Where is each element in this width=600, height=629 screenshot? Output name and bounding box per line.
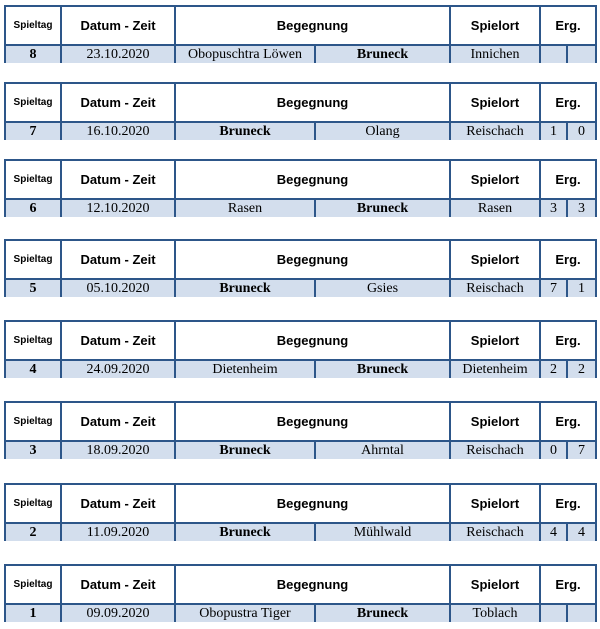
header-erg: Erg. (555, 496, 581, 511)
match-table-6 (4, 483, 597, 541)
venue-value: Reischach (451, 442, 541, 459)
header-erg: Erg. (555, 333, 581, 348)
table-row (6, 121, 595, 140)
header-datum: Datum - Zeit (62, 403, 176, 440)
home-team: Bruneck (176, 524, 316, 541)
table-row (6, 44, 595, 63)
header-datum: Datum - Zeit (62, 7, 176, 44)
header-begegnung: Begegnung (176, 403, 451, 440)
header-spieltag: Spieltag (6, 161, 62, 198)
header-spieltag: Spieltag (6, 241, 62, 278)
header-datum: Datum - Zeit (62, 241, 176, 278)
venue-value: Reischach (451, 524, 541, 541)
score-home: 4 (541, 524, 568, 541)
spieltag-value: 7 (6, 123, 62, 140)
match-table-5 (4, 401, 597, 459)
header-spieltag: Spieltag (6, 322, 62, 359)
home-team: Obopustra Tiger (176, 605, 316, 622)
spieltag-value: 8 (6, 46, 62, 63)
score-home: 0 (541, 442, 568, 459)
header-begegnung: Begegnung (176, 241, 451, 278)
header-begegnung: Begegnung (176, 161, 451, 198)
header-spielort: Spielort (451, 241, 541, 278)
away-team: Olang (316, 123, 451, 140)
table-row (6, 440, 595, 459)
header-begegnung: Begegnung (176, 485, 451, 522)
date-value: 11.09.2020 (62, 524, 176, 541)
date-value: 23.10.2020 (62, 46, 176, 63)
home-team: Obopuschtra Löwen (176, 46, 316, 63)
match-table-3 (4, 239, 597, 297)
header-begegnung: Begegnung (176, 322, 451, 359)
table-row (6, 278, 595, 297)
away-team: Ahrntal (316, 442, 451, 459)
score-home: 7 (541, 280, 568, 297)
venue-value: Dietenheim (451, 361, 541, 378)
header-erg: Erg. (555, 172, 581, 187)
header-datum: Datum - Zeit (62, 322, 176, 359)
away-team: Gsies (316, 280, 451, 297)
home-team: Bruneck (176, 442, 316, 459)
spieltag-value: 3 (6, 442, 62, 459)
header-erg: Erg. (555, 95, 581, 110)
spieltag-value: 6 (6, 200, 62, 217)
header-spielort: Spielort (451, 84, 541, 121)
venue-value: Reischach (451, 123, 541, 140)
date-value: 05.10.2020 (62, 280, 176, 297)
header-erg: Erg. (555, 414, 581, 429)
match-table-7 (4, 564, 597, 622)
home-team: Dietenheim (176, 361, 316, 378)
header-begegnung: Begegnung (176, 7, 451, 44)
away-team: Bruneck (316, 46, 451, 63)
home-team: Rasen (176, 200, 316, 217)
header-spieltag: Spieltag (6, 84, 62, 121)
score-home: 1 (541, 123, 568, 140)
score-away: 7 (578, 442, 585, 458)
score-home (541, 605, 568, 622)
match-table-4 (4, 320, 597, 378)
table-row (6, 522, 595, 541)
spieltag-value: 1 (6, 605, 62, 622)
table-header (6, 566, 595, 603)
score-away (568, 46, 595, 63)
score-home: 2 (541, 361, 568, 378)
spieltag-value: 5 (6, 280, 62, 297)
venue-value: Innichen (451, 46, 541, 63)
match-table-1 (4, 82, 597, 140)
table-row (6, 198, 595, 217)
header-spielort: Spielort (451, 485, 541, 522)
table-header (6, 322, 595, 359)
score-away: 1 (578, 280, 585, 296)
header-datum: Datum - Zeit (62, 485, 176, 522)
match-table-0 (4, 5, 597, 63)
date-value: 09.09.2020 (62, 605, 176, 622)
home-team: Bruneck (176, 123, 316, 140)
header-spielort: Spielort (451, 566, 541, 603)
score-away (568, 605, 595, 622)
table-header (6, 161, 595, 198)
header-datum: Datum - Zeit (62, 161, 176, 198)
venue-value: Toblach (451, 605, 541, 622)
header-spielort: Spielort (451, 161, 541, 198)
score-away: 2 (578, 361, 585, 377)
table-header (6, 7, 595, 44)
away-team: Mühlwald (316, 524, 451, 541)
away-team: Bruneck (316, 361, 451, 378)
header-spielort: Spielort (451, 7, 541, 44)
header-datum: Datum - Zeit (62, 566, 176, 603)
score-away: 0 (578, 123, 585, 139)
header-spieltag: Spieltag (6, 485, 62, 522)
venue-value: Rasen (451, 200, 541, 217)
score-away: 3 (578, 200, 585, 216)
score-home (541, 46, 568, 63)
score-away: 4 (578, 524, 585, 540)
header-spieltag: Spieltag (6, 403, 62, 440)
score-home: 3 (541, 200, 568, 217)
header-erg: Erg. (555, 18, 581, 33)
away-team: Bruneck (316, 200, 451, 217)
header-datum: Datum - Zeit (62, 84, 176, 121)
home-team: Bruneck (176, 280, 316, 297)
spieltag-value: 2 (6, 524, 62, 541)
date-value: 18.09.2020 (62, 442, 176, 459)
venue-value: Reischach (451, 280, 541, 297)
away-team: Bruneck (316, 605, 451, 622)
header-spieltag: Spieltag (6, 7, 62, 44)
table-header (6, 403, 595, 440)
table-header (6, 241, 595, 278)
table-header (6, 485, 595, 522)
header-begegnung: Begegnung (176, 566, 451, 603)
header-erg: Erg. (555, 252, 581, 267)
header-spieltag: Spieltag (6, 566, 62, 603)
spieltag-value: 4 (6, 361, 62, 378)
date-value: 24.09.2020 (62, 361, 176, 378)
header-begegnung: Begegnung (176, 84, 451, 121)
table-header (6, 84, 595, 121)
table-row (6, 603, 595, 622)
date-value: 12.10.2020 (62, 200, 176, 217)
date-value: 16.10.2020 (62, 123, 176, 140)
header-spielort: Spielort (451, 403, 541, 440)
header-spielort: Spielort (451, 322, 541, 359)
header-erg: Erg. (555, 577, 581, 592)
match-table-2 (4, 159, 597, 217)
table-row (6, 359, 595, 378)
